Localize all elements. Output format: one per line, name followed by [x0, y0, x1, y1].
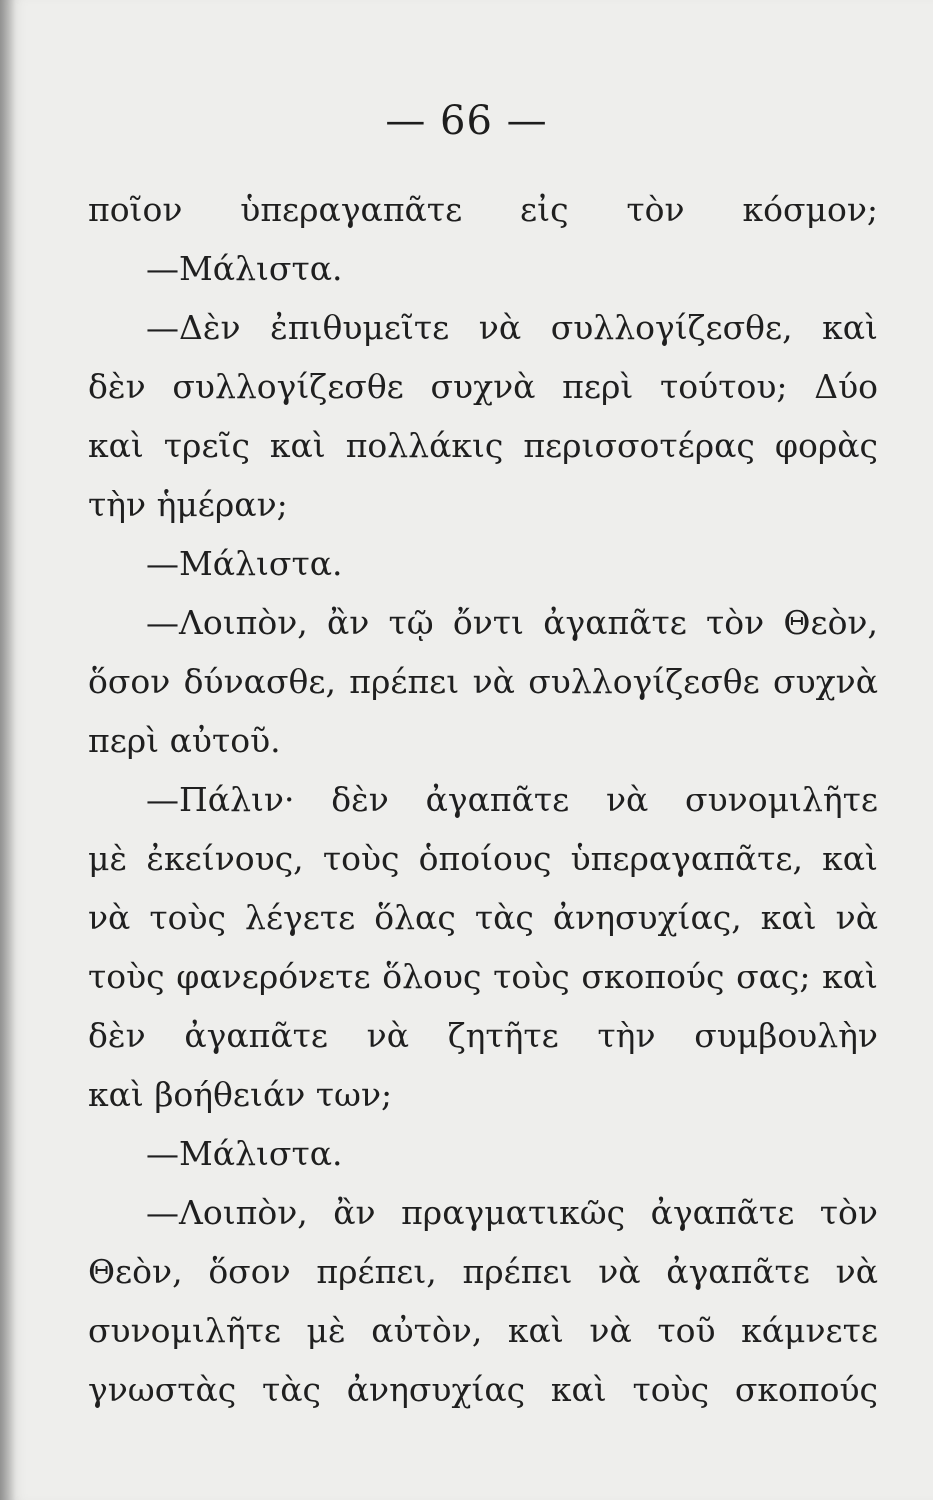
text-line: δὲν ἀγαπᾶτε νὰ ζητῆτε τὴν συμβουλὴν — [88, 1016, 878, 1055]
text-line: ὅσον δύνασθε, πρέπει νὰ συλλογίζεσθε συχνὰ — [88, 662, 878, 701]
text-line: τοὺς φανερόνετε ὅλους τοὺς σκοπούς σας; καὶ — [88, 957, 878, 996]
text-line: τὴν ἡμέραν; — [88, 485, 288, 524]
text-line: —Μάλιστα. — [146, 544, 343, 583]
text-line: νὰ τοὺς λέγετε ὅλας τὰς ἀνησυχίας, καὶ νὰ — [88, 898, 878, 937]
text-line: περὶ αὐτοῦ. — [88, 721, 281, 760]
text-line: καὶ βοήθειάν των; — [88, 1075, 393, 1114]
text-line: —Δὲν ἐπιθυμεῖτε νὰ συλλογίζεσθε, καὶ — [146, 308, 878, 347]
text-line: γνωστὰς τὰς ἀνησυχίας καὶ τοὺς σκοπούς — [88, 1370, 878, 1409]
text-line: Θεὸν, ὅσον πρέπει, πρέπει νὰ ἀγαπᾶτε νὰ — [88, 1252, 878, 1291]
text-line: —Λοιπὸν, ἂν πραγματικῶς ἀγαπᾶτε τὸν — [146, 1193, 878, 1232]
body-text — [88, 180, 878, 1419]
text-line: δὲν συλλογίζεσθε συχνὰ περὶ τούτου; Δύο — [88, 367, 878, 406]
text-line: —Μάλιστα. — [146, 249, 343, 288]
page-number: — 66 — — [385, 98, 548, 144]
text-line: καὶ τρεῖς καὶ πολλάκις περισσοτέρας φορὰς — [88, 426, 878, 465]
text-line: —Λοιπὸν, ἂν τῷ ὄντι ἀγαπᾶτε τὸν Θεὸν, — [146, 603, 878, 642]
text-line: ποῖον ὑπεραγαπᾶτε εἰς τὸν κόσμον; — [88, 190, 878, 229]
text-line: συνομιλῆτε μὲ αὐτὸν, καὶ νὰ τοῦ κάμνετε — [88, 1311, 878, 1350]
text-line: —Πάλιν· δὲν ἀγαπᾶτε νὰ συνομιλῆτε — [146, 780, 878, 819]
text-line: μὲ ἐκείνους, τοὺς ὁποίους ὑπεραγαπᾶτε, καὶ — [88, 839, 878, 878]
text-line: —Μάλιστα. — [146, 1134, 343, 1173]
